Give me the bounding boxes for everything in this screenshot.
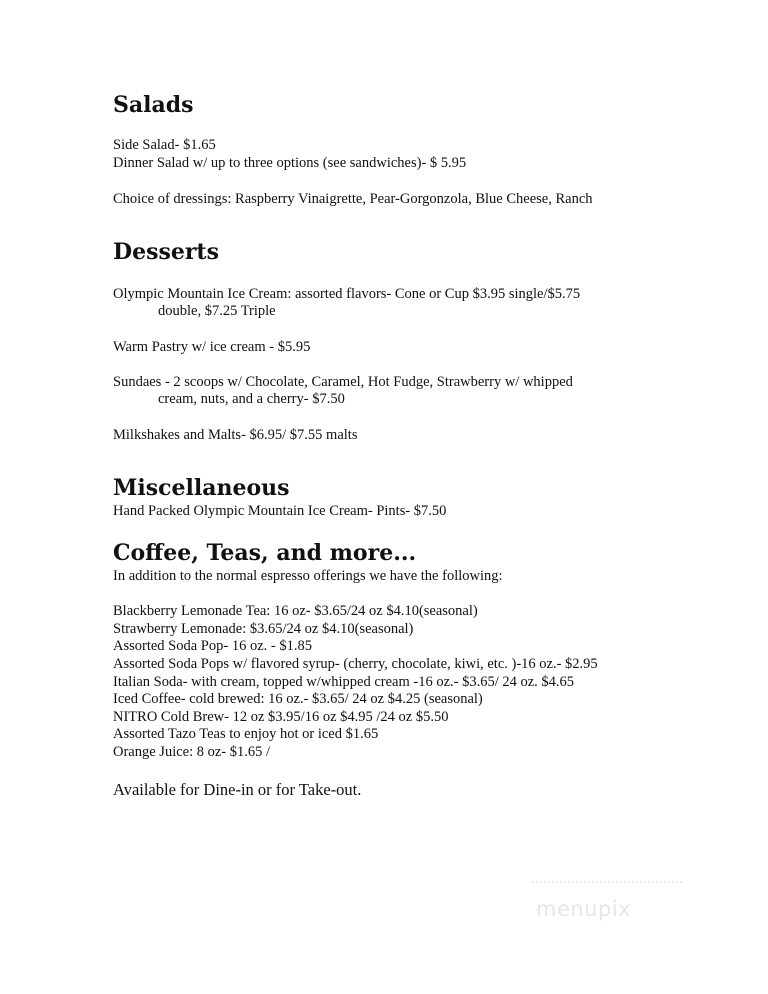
coffee-item: Italian Soda- with cream, topped w/whipped cream -16 oz.- $3.65/ 24 oz. $4.65 xyxy=(113,674,575,690)
coffee-item: NITRO Cold Brew- 12 oz $3.95/16 oz $4.95 /24 oz $5.50 xyxy=(113,709,449,725)
misc-heading: Miscellaneous xyxy=(113,475,290,501)
availability-note: Available for Dine-in or for Take-out. xyxy=(113,780,362,799)
coffee-item: Orange Juice: 8 oz- $1.65 / xyxy=(113,744,271,760)
ice-cream-item: Olympic Mountain Ice Cream: assorted flavors- Cone or Cup $3.95 single/$5.75 xyxy=(113,286,581,302)
pints-item: Hand Packed Olympic Mountain Ice Cream- Pints- $7.50 xyxy=(113,503,447,519)
coffee-item: Strawberry Lemonade: $3.65/24 oz $4.10(seasonal) xyxy=(113,621,414,637)
watermark-dots xyxy=(532,881,682,889)
watermark-logo-text: menupix xyxy=(536,897,632,921)
salads-heading: Salads xyxy=(113,92,194,118)
ice-cream-item-cont: double, $7.25 Triple xyxy=(158,303,276,319)
dinner-salad-item: Dinner Salad w/ up to three options (see sandwiches)- $ 5.95 xyxy=(113,155,467,171)
coffee-heading: Coffee, Teas, and more... xyxy=(113,540,417,566)
coffee-item: Assorted Soda Pop- 16 oz. - $1.85 xyxy=(113,638,312,654)
desserts-heading: Desserts xyxy=(113,239,219,265)
coffee-intro: In addition to the normal espresso offerings we have the following: xyxy=(113,568,503,584)
coffee-item: Iced Coffee- cold brewed: 16 oz.- $3.65/ 24 oz $4.25 (seasonal) xyxy=(113,691,483,707)
dressings-list: Choice of dressings: Raspberry Vinaigrette, Pear-Gorgonzola, Blue Cheese, Ranch xyxy=(113,191,593,207)
sundaes-item: Sundaes - 2 scoops w/ Chocolate, Caramel, Hot Fudge, Strawberry w/ whipped xyxy=(113,374,573,390)
pastry-item: Warm Pastry w/ ice cream - $5.95 xyxy=(113,339,311,355)
milkshakes-item: Milkshakes and Malts- $6.95/ $7.55 malts xyxy=(113,427,358,443)
coffee-item: Assorted Soda Pops w/ flavored syrup- (cherry, chocolate, kiwi, etc. )-16 oz.- $2.95 xyxy=(113,656,598,672)
side-salad-item: Side Salad- $1.65 xyxy=(113,137,216,153)
coffee-item: Assorted Tazo Teas to enjoy hot or iced $1.65 xyxy=(113,726,379,742)
menupix-watermark xyxy=(522,877,692,927)
sundaes-item-cont: cream, nuts, and a cherry- $7.50 xyxy=(158,391,345,407)
coffee-item: Blackberry Lemonade Tea: 16 oz- $3.65/24 oz $4.10(seasonal) xyxy=(113,603,478,619)
